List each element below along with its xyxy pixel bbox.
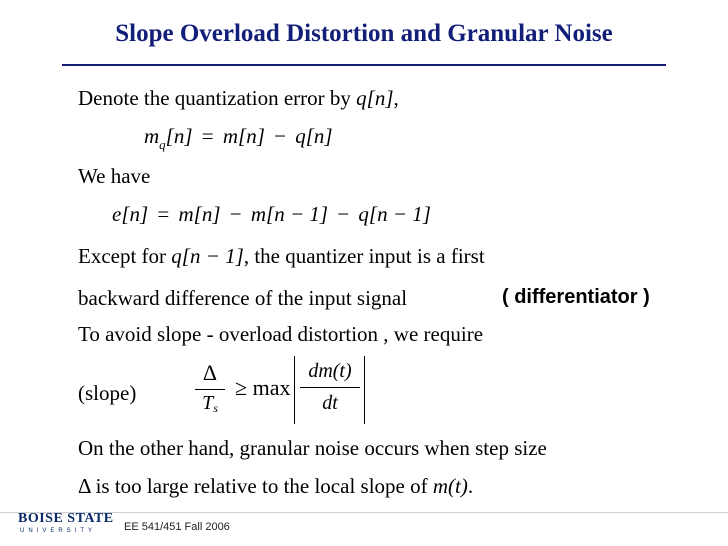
avoid-line: To avoid slope - overload distortion , we require <box>78 322 484 346</box>
eq1-rhs1: m[n] <box>222 124 265 148</box>
last-math: m(t) <box>432 474 468 498</box>
eq2-term2: m[n − 1] <box>250 202 329 226</box>
abs-bar-right <box>364 356 365 424</box>
eq1-equals: = <box>201 124 214 148</box>
last-pre: Δ is too large relative to the local slope of <box>78 474 428 498</box>
except-pre: Except for <box>78 244 167 268</box>
ts-symbol: T <box>202 392 214 414</box>
delta-symbol: Δ <box>202 360 218 385</box>
eq2-minus2: − <box>337 202 350 226</box>
logo-sub-text: UNIVERSITY <box>20 528 97 534</box>
granular-line: On the other hand, granular noise occurs when step size <box>78 436 547 460</box>
fraction-bar <box>195 389 225 390</box>
eq1-lhs: m <box>144 124 160 148</box>
geq-max <box>235 375 290 401</box>
university-logo <box>18 511 128 539</box>
eq2-term3: q[n − 1] <box>358 202 431 226</box>
step-over-ts-fraction <box>195 360 225 416</box>
we-have-text: We have <box>78 164 151 188</box>
except-post: , the quantizer input is a first <box>243 244 485 268</box>
ts-sub: s <box>213 401 218 415</box>
intro-tail: , <box>393 86 399 110</box>
course-footer: EE 541/451 Fall 2006 <box>124 521 230 533</box>
ts-denominator <box>195 392 225 416</box>
backward-line: backward difference of the input signal <box>78 286 408 310</box>
eq1-lhs-sub: q <box>159 137 166 152</box>
geq-symbol: ≥ <box>235 375 248 400</box>
eq2-lhs: e[n] <box>112 202 149 226</box>
except-math: q[n − 1] <box>171 244 244 268</box>
intro-text: Denote the quantization error by <box>78 86 351 110</box>
derivative-fraction <box>300 360 360 415</box>
logo-main-text: BOISE STATE <box>18 511 114 526</box>
eq2-equals: = <box>157 202 170 226</box>
differentiator-callout: ( differentiator ) <box>502 286 650 308</box>
eq2-term1: m[n] <box>178 202 221 226</box>
slide-title: Slope Overload Distortion and Granular Noise <box>115 20 613 47</box>
eq1-lhs-arg: [n] <box>165 124 193 148</box>
equation-quantization-error <box>144 124 333 153</box>
derivative-bar <box>300 387 360 388</box>
derivative-numerator: dm(t) <box>308 360 352 382</box>
abs-bar-left <box>294 356 295 424</box>
title-divider <box>62 64 666 66</box>
max-text: max <box>252 375 291 400</box>
intro-math: q[n] <box>356 86 394 110</box>
eq1-rhs2: q[n] <box>295 124 333 148</box>
equation-error <box>112 202 431 227</box>
last-line <box>78 474 473 499</box>
derivative-denominator: dt <box>322 392 338 414</box>
except-line <box>78 244 485 269</box>
eq2-minus1: − <box>229 202 242 226</box>
intro-line <box>78 86 399 111</box>
slope-label: (slope) <box>78 381 137 405</box>
eq1-minus: − <box>274 124 286 148</box>
last-tail: . <box>467 474 474 498</box>
